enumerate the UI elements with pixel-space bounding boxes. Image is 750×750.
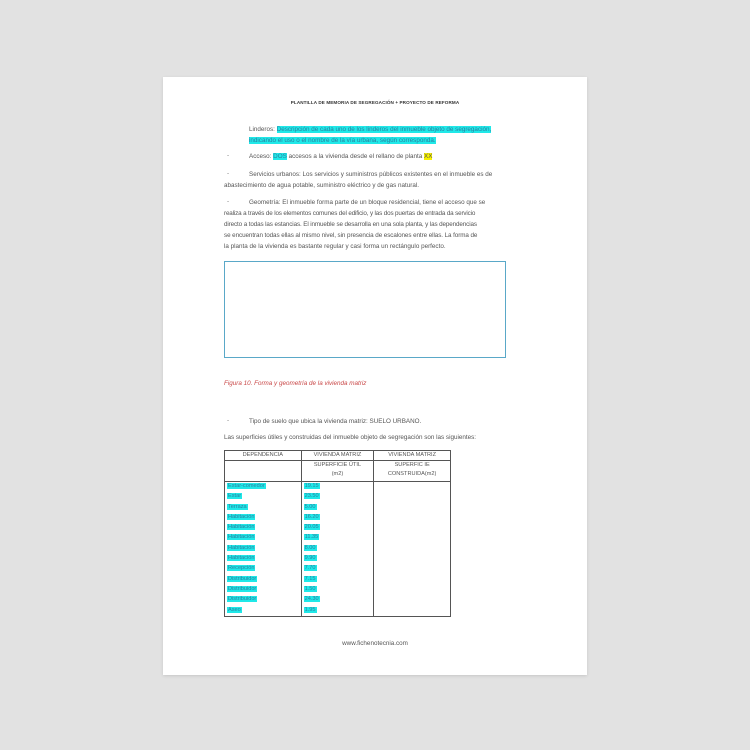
row-dependencia: Estar-comedor <box>228 483 265 489</box>
row-superficie-util: 7.15 <box>304 575 316 582</box>
row-superficie-util: 16.20 <box>304 513 319 520</box>
row-dependencia: Recepción <box>228 565 255 572</box>
row-superficie-construida <box>374 554 451 564</box>
subheader-construida <box>374 461 451 482</box>
row-superficie-construida <box>374 544 451 554</box>
geometria-line4: se encuentran todas ellas al mismo nivel, sin presencia de escalones entre ellas. La forma de <box>224 232 478 239</box>
row-superficie-util: 19.15 <box>304 483 319 489</box>
tipo-suelo-text: Tipo de suelo que ubica la vivienda matriz: SUELO URBANO. <box>249 418 422 425</box>
superficies-table <box>224 450 451 617</box>
table-row <box>225 544 451 554</box>
acceso-label: Acceso: <box>249 153 272 160</box>
geometria-line5: la planta de la vivienda es bastante regular y casi forma un rectángulo perfecto. <box>224 243 446 250</box>
row-superficie-construida <box>374 533 451 543</box>
row-superficie-util: 7.70 <box>304 565 316 572</box>
table-row <box>225 523 451 533</box>
row-dependencia: Habitación <box>228 544 255 551</box>
row-superficie-construida <box>374 575 451 585</box>
row-superficie-construida <box>374 513 451 523</box>
table-row <box>225 503 451 513</box>
row-superficie-util: 1.95 <box>304 606 316 613</box>
servicios-line2: abastecimiento de agua potable, suministro eléctrico y de gas natural. <box>224 182 419 189</box>
row-superficie-util: 11.35 <box>304 534 319 541</box>
subheader-util-line1: SUPERFICIE ÚTIL <box>313 462 362 468</box>
acceso-paragraph <box>249 152 432 163</box>
table-row <box>225 533 451 543</box>
row-dependencia: Habitación <box>228 534 255 541</box>
row-dependencia: Habitación <box>228 555 255 562</box>
servicios-line1: Servicios urbanos: Los servicios y suministros públicos existentes en el inmueble es de <box>249 171 493 178</box>
row-dependencia: Habitación <box>228 524 255 531</box>
linderos-paragraph <box>249 125 529 146</box>
header-vivienda-matriz-util: VIVIENDA MATRIZ <box>301 451 374 461</box>
geometria-line2: realiza a través de los elementos comunes del edificio, y las dos puertas de entrada da servicio <box>224 210 476 217</box>
row-dependencia: Aseo <box>228 606 241 613</box>
row-superficie-util: 1.50 <box>304 585 316 592</box>
row-superficie-util: 24.30 <box>304 596 319 603</box>
tipo-suelo-bullet: - <box>227 417 230 424</box>
linderos-label: Linderos: <box>249 126 275 133</box>
row-superficie-construida <box>374 482 451 493</box>
row-dependencia: Habitación <box>228 513 255 520</box>
row-superficie-construida <box>374 523 451 533</box>
linderos-text-line2: indicando el uso o el nombre de la vía urbana, según corresponda. <box>249 136 436 144</box>
row-dependencia: Terraza <box>228 503 247 510</box>
page-header: PLANTILLA DE MEMORIA DE SEGREGACIÓN + PROYECTO DE REFORMA <box>290 100 460 105</box>
table-row <box>225 595 451 605</box>
superficies-intro: Las superficies útiles y construidas del inmueble objeto de segregación son las siguientes: <box>224 434 477 441</box>
row-superficie-util: 8.00 <box>304 544 316 551</box>
row-superficie-construida <box>374 595 451 605</box>
table-row <box>225 492 451 502</box>
figure-caption: Figura 10. Forma y geometría de la vivienda matriz <box>224 380 367 387</box>
row-superficie-util: 23.50 <box>304 493 319 500</box>
subheader-construida-line1: SUPERFIC IE <box>394 462 430 468</box>
row-superficie-util: 20.05 <box>304 524 319 531</box>
row-superficie-construida <box>374 564 451 574</box>
row-superficie-construida <box>374 585 451 595</box>
table-row <box>225 554 451 564</box>
figure-placeholder <box>224 261 506 358</box>
row-superficie-util: 9.90 <box>304 555 316 562</box>
row-dependencia: Distribuidor <box>228 585 257 592</box>
document-page <box>163 77 587 675</box>
header-vivienda-matriz-construida: VIVIENDA MATRIZ <box>374 451 451 461</box>
acceso-middle: accesos a la vivienda desde el rellano de planta <box>288 153 423 160</box>
acceso-floor: XX <box>424 153 433 160</box>
header-dependencia: DEPENDENCIA <box>225 451 302 461</box>
row-superficie-util: 5.00 <box>304 503 316 510</box>
row-dependencia: Estar <box>228 493 242 500</box>
row-superficie-construida <box>374 606 451 617</box>
table-row <box>225 585 451 595</box>
subheader-construida-line2: CONSTRUIDA(m2) <box>387 471 437 477</box>
table-row <box>225 482 451 493</box>
servicios-bullet: - <box>227 170 230 177</box>
row-dependencia: Distribuidor <box>228 575 257 582</box>
table-row <box>225 564 451 574</box>
acceso-bullet: - <box>227 152 230 159</box>
geometria-bullet: - <box>227 198 230 205</box>
table-subheader-row <box>225 461 451 482</box>
linderos-text-line1: Descripción de cada uno de los linderos del inmueble objeto de segregación, <box>276 126 492 133</box>
table-row <box>225 513 451 523</box>
subheader-util <box>301 461 374 482</box>
table-row <box>225 575 451 585</box>
row-superficie-construida <box>374 503 451 513</box>
geometria-line3: directo a todas las estancias. El inmueble se desarrolla en una sola planta, y las dependencias <box>224 221 477 228</box>
table-row <box>225 606 451 617</box>
row-superficie-construida <box>374 492 451 502</box>
acceso-count: DOS <box>273 153 287 160</box>
geometria-line1: Geometría: El inmueble forma parte de un bloque residencial, tiene el acceso que se <box>249 199 486 206</box>
subheader-empty <box>225 461 302 482</box>
subheader-util-line2: (m2) <box>331 471 344 477</box>
page-footer: www.fichenotecnia.com <box>342 640 408 647</box>
table-header-row <box>225 451 451 461</box>
row-dependencia: Distribuidor <box>228 596 257 603</box>
